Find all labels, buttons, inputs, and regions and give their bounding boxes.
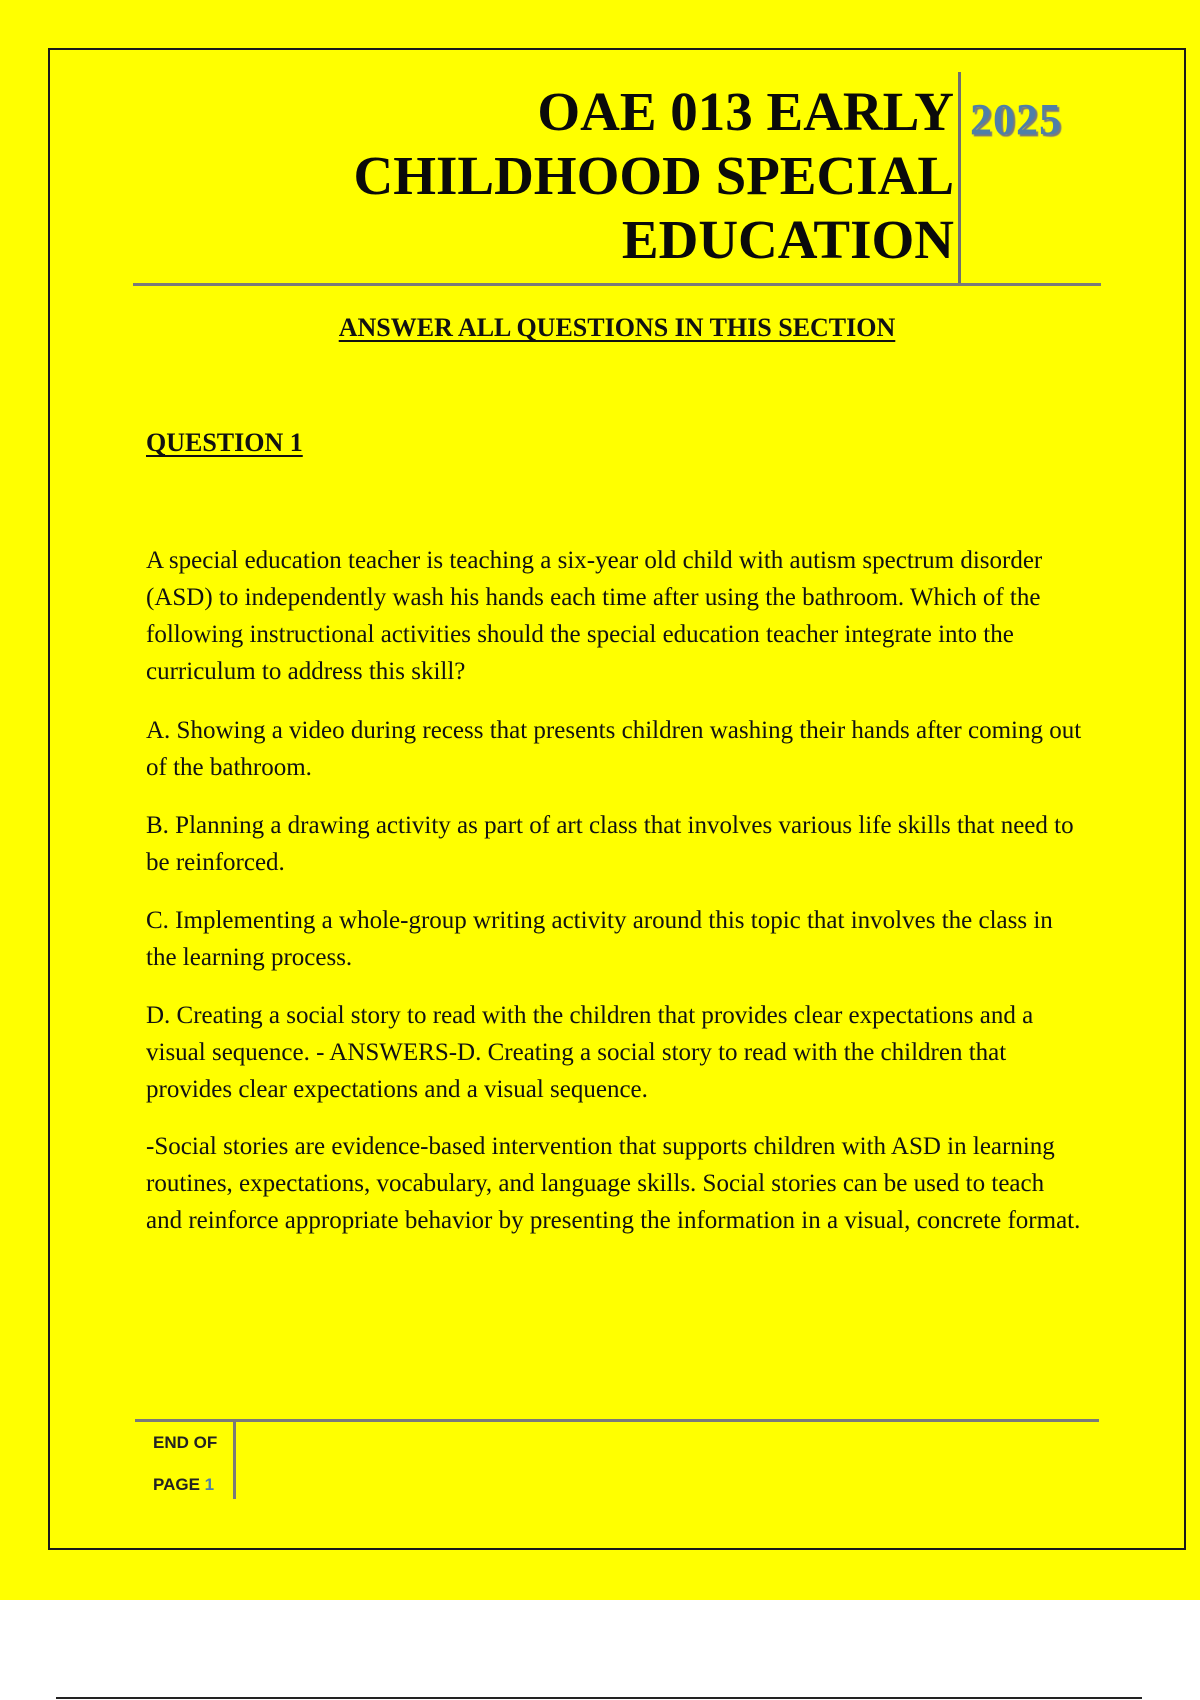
bottom-rule — [56, 1697, 1142, 1699]
title-line-3: EDUCATION — [621, 209, 954, 270]
footer-page-number: 1 — [204, 1475, 215, 1494]
option-b: B. Planning a drawing activity as part of art class that involves various life skills that need to be reinforced. — [146, 812, 1074, 876]
page-border — [48, 48, 1186, 1550]
footer-rule — [135, 1419, 1099, 1422]
option-c: C. Implementing a whole-group writing activity around this topic that involves the class in the learning process. — [146, 907, 1053, 971]
title-line-2: CHILDHOOD SPECIAL — [353, 145, 954, 206]
footer-divider — [233, 1422, 236, 1499]
section-heading: ANSWER ALL QUESTIONS IN THIS SECTION — [338, 313, 896, 342]
year-label: 2025 — [970, 95, 1062, 144]
page-footer — [153, 1422, 217, 1506]
document-title — [254, 80, 954, 272]
footer-page-label: PAGE — [153, 1475, 200, 1494]
footer-end-of: END OF — [153, 1433, 218, 1452]
question-title: QUESTION 1 — [146, 428, 303, 457]
question-text: A special education teacher is teaching a six-year old child with autism spectrum disorder (ASD) to independently wash his hands each time after using the bathroom. Which of the following instructional activities should the special education teacher integrate into the curriculum to address this skill? — [146, 547, 1043, 685]
header-rule — [133, 283, 1101, 286]
title-line-1: OAE 013 EARLY — [537, 81, 954, 142]
footer-page-line — [153, 1464, 217, 1506]
option-a: A. Showing a video during recess that presents children washing their hands after coming out of the bathroom. — [146, 717, 1082, 781]
title-divider — [958, 72, 961, 284]
answer-explanation: -Social stories are evidence-based intervention that supports children with ASD in learning routines, expectations, vocabulary, and language skills. Social stories can be used to teach and reinforce appropriate behavior by presenting the information in a visual, concrete format. — [146, 1133, 1081, 1234]
option-d-with-answer: D. Creating a social story to read with the children that provides clear expectations and a visual sequence. - ANSWERS-D. Creating a social story to read with the children that provides clear expectations and a visual sequence. — [146, 1002, 1034, 1103]
